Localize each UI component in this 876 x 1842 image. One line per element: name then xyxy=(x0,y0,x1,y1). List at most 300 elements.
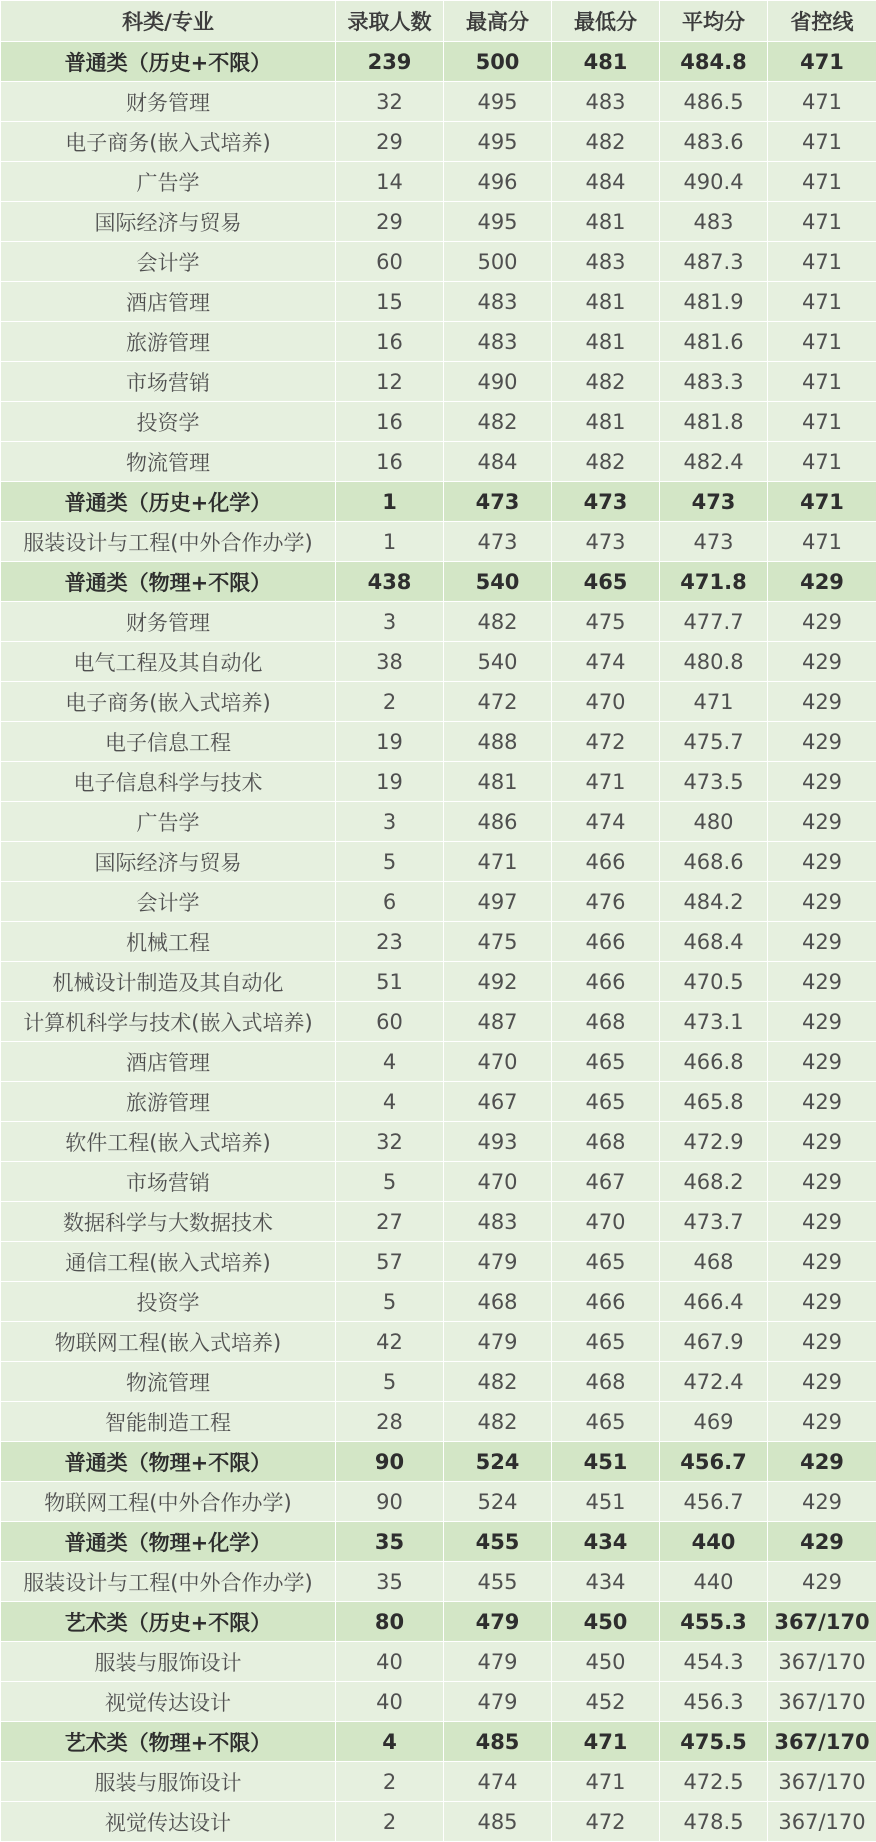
cell-control-line: 429 xyxy=(768,1442,876,1482)
cell-control-line: 471 xyxy=(768,242,876,282)
table-row xyxy=(1,962,876,1002)
table-row xyxy=(1,362,876,402)
cell-min-score: 471 xyxy=(552,1722,660,1762)
cell-min-score: 472 xyxy=(552,1802,660,1842)
cell-admitted-count: 4 xyxy=(336,1042,444,1082)
cell-admitted-count: 35 xyxy=(336,1562,444,1602)
cell-avg-score: 440 xyxy=(660,1562,768,1602)
cell-avg-score: 481.9 xyxy=(660,282,768,322)
cell-admitted-count: 1 xyxy=(336,482,444,522)
cell-control-line: 429 xyxy=(768,882,876,922)
cell-control-line: 471 xyxy=(768,122,876,162)
cell-avg-score: 468.4 xyxy=(660,922,768,962)
cell-control-line: 367/170 xyxy=(768,1802,876,1842)
cell-min-score: 452 xyxy=(552,1682,660,1722)
cell-min-score: 434 xyxy=(552,1562,660,1602)
cell-max-score: 540 xyxy=(444,642,552,682)
category-row xyxy=(1,482,876,522)
category-row xyxy=(1,1522,876,1562)
cell-admitted-count: 5 xyxy=(336,842,444,882)
cell-min-score: 481 xyxy=(552,322,660,362)
cell-avg-score: 471 xyxy=(660,682,768,722)
cell-max-score: 496 xyxy=(444,162,552,202)
cell-admitted-count: 27 xyxy=(336,1202,444,1242)
cell-max-score: 483 xyxy=(444,322,552,362)
cell-control-line: 367/170 xyxy=(768,1642,876,1682)
cell-control-line: 429 xyxy=(768,802,876,842)
cell-admitted-count: 3 xyxy=(336,802,444,842)
cell-major-name: 计算机科学与技术(嵌入式培养) xyxy=(1,1002,336,1042)
cell-control-line: 429 xyxy=(768,1162,876,1202)
cell-admitted-count: 16 xyxy=(336,322,444,362)
cell-admitted-count: 12 xyxy=(336,362,444,402)
cell-max-score: 455 xyxy=(444,1562,552,1602)
cell-max-score: 482 xyxy=(444,1362,552,1402)
cell-admitted-count: 1 xyxy=(336,522,444,562)
cell-min-score: 483 xyxy=(552,82,660,122)
cell-admitted-count: 40 xyxy=(336,1642,444,1682)
table-row xyxy=(1,602,876,642)
cell-control-line: 471 xyxy=(768,402,876,442)
category-row xyxy=(1,1602,876,1642)
cell-max-score: 495 xyxy=(444,122,552,162)
cell-admitted-count: 32 xyxy=(336,82,444,122)
cell-avg-score: 484.8 xyxy=(660,42,768,82)
cell-major-name: 机械设计制造及其自动化 xyxy=(1,962,336,1002)
table-header xyxy=(1,1,876,42)
cell-avg-score: 472.4 xyxy=(660,1362,768,1402)
cell-major-name: 普通类（物理+化学） xyxy=(1,1522,336,1562)
table-row xyxy=(1,802,876,842)
cell-admitted-count: 90 xyxy=(336,1442,444,1482)
cell-control-line: 429 xyxy=(768,1042,876,1082)
cell-max-score: 490 xyxy=(444,362,552,402)
cell-admitted-count: 29 xyxy=(336,202,444,242)
cell-avg-score: 472.9 xyxy=(660,1122,768,1162)
cell-avg-score: 473 xyxy=(660,522,768,562)
cell-control-line: 429 xyxy=(768,562,876,602)
cell-max-score: 524 xyxy=(444,1442,552,1482)
cell-control-line: 429 xyxy=(768,1002,876,1042)
cell-max-score: 500 xyxy=(444,42,552,82)
table-body xyxy=(1,42,876,1842)
cell-max-score: 485 xyxy=(444,1722,552,1762)
category-row xyxy=(1,1442,876,1482)
header-avg-score: 平均分 xyxy=(660,1,768,42)
cell-admitted-count: 6 xyxy=(336,882,444,922)
cell-major-name: 智能制造工程 xyxy=(1,1402,336,1442)
cell-admitted-count: 29 xyxy=(336,122,444,162)
cell-max-score: 475 xyxy=(444,922,552,962)
cell-avg-score: 482.4 xyxy=(660,442,768,482)
cell-max-score: 500 xyxy=(444,242,552,282)
cell-major-name: 物联网工程(中外合作办学) xyxy=(1,1482,336,1522)
cell-min-score: 481 xyxy=(552,202,660,242)
cell-max-score: 482 xyxy=(444,1402,552,1442)
cell-avg-score: 483.6 xyxy=(660,122,768,162)
cell-major-name: 投资学 xyxy=(1,1282,336,1322)
cell-major-name: 旅游管理 xyxy=(1,1082,336,1122)
cell-max-score: 479 xyxy=(444,1682,552,1722)
table-row xyxy=(1,1402,876,1442)
cell-major-name: 财务管理 xyxy=(1,82,336,122)
cell-max-score: 488 xyxy=(444,722,552,762)
cell-admitted-count: 15 xyxy=(336,282,444,322)
cell-min-score: 471 xyxy=(552,762,660,802)
cell-major-name: 物流管理 xyxy=(1,442,336,482)
cell-max-score: 468 xyxy=(444,1282,552,1322)
table-row xyxy=(1,162,876,202)
cell-avg-score: 483 xyxy=(660,202,768,242)
cell-avg-score: 469 xyxy=(660,1402,768,1442)
cell-major-name: 艺术类（物理+不限） xyxy=(1,1722,336,1762)
cell-min-score: 481 xyxy=(552,42,660,82)
header-major: 科类/专业 xyxy=(1,1,336,42)
category-row xyxy=(1,562,876,602)
cell-max-score: 482 xyxy=(444,402,552,442)
cell-admitted-count: 32 xyxy=(336,1122,444,1162)
cell-max-score: 474 xyxy=(444,1762,552,1802)
cell-max-score: 492 xyxy=(444,962,552,1002)
table-row xyxy=(1,242,876,282)
cell-control-line: 429 xyxy=(768,842,876,882)
cell-max-score: 473 xyxy=(444,482,552,522)
table-row xyxy=(1,762,876,802)
cell-major-name: 普通类（历史+化学） xyxy=(1,482,336,522)
cell-control-line: 471 xyxy=(768,362,876,402)
cell-min-score: 450 xyxy=(552,1602,660,1642)
cell-major-name: 国际经济与贸易 xyxy=(1,842,336,882)
cell-admitted-count: 16 xyxy=(336,402,444,442)
table-row xyxy=(1,922,876,962)
cell-control-line: 429 xyxy=(768,1522,876,1562)
cell-max-score: 479 xyxy=(444,1322,552,1362)
table-row xyxy=(1,202,876,242)
cell-major-name: 电子信息工程 xyxy=(1,722,336,762)
cell-major-name: 市场营销 xyxy=(1,1162,336,1202)
cell-control-line: 429 xyxy=(768,1402,876,1442)
cell-max-score: 493 xyxy=(444,1122,552,1162)
cell-avg-score: 455.3 xyxy=(660,1602,768,1642)
cell-admitted-count: 51 xyxy=(336,962,444,1002)
cell-admitted-count: 5 xyxy=(336,1162,444,1202)
cell-max-score: 470 xyxy=(444,1162,552,1202)
cell-admitted-count: 438 xyxy=(336,562,444,602)
cell-admitted-count: 16 xyxy=(336,442,444,482)
cell-min-score: 482 xyxy=(552,122,660,162)
cell-admitted-count: 60 xyxy=(336,1002,444,1042)
header-row xyxy=(1,1,876,42)
cell-min-score: 476 xyxy=(552,882,660,922)
cell-control-line: 429 xyxy=(768,1282,876,1322)
cell-max-score: 486 xyxy=(444,802,552,842)
cell-major-name: 软件工程(嵌入式培养) xyxy=(1,1122,336,1162)
cell-avg-score: 484.2 xyxy=(660,882,768,922)
cell-major-name: 电子商务(嵌入式培养) xyxy=(1,682,336,722)
cell-min-score: 482 xyxy=(552,362,660,402)
cell-min-score: 465 xyxy=(552,1042,660,1082)
cell-control-line: 429 xyxy=(768,1242,876,1282)
cell-min-score: 474 xyxy=(552,642,660,682)
table-row xyxy=(1,1642,876,1682)
cell-avg-score: 456.3 xyxy=(660,1682,768,1722)
cell-major-name: 会计学 xyxy=(1,242,336,282)
cell-major-name: 机械工程 xyxy=(1,922,336,962)
cell-control-line: 367/170 xyxy=(768,1722,876,1762)
cell-avg-score: 466.8 xyxy=(660,1042,768,1082)
cell-admitted-count: 5 xyxy=(336,1362,444,1402)
cell-min-score: 470 xyxy=(552,682,660,722)
table-row xyxy=(1,1082,876,1122)
cell-control-line: 429 xyxy=(768,1202,876,1242)
cell-max-score: 479 xyxy=(444,1602,552,1642)
cell-max-score: 484 xyxy=(444,442,552,482)
cell-avg-score: 481.8 xyxy=(660,402,768,442)
cell-avg-score: 473.1 xyxy=(660,1002,768,1042)
cell-min-score: 467 xyxy=(552,1162,660,1202)
cell-avg-score: 468 xyxy=(660,1242,768,1282)
cell-admitted-count: 19 xyxy=(336,722,444,762)
cell-min-score: 473 xyxy=(552,482,660,522)
cell-min-score: 451 xyxy=(552,1482,660,1522)
cell-admitted-count: 28 xyxy=(336,1402,444,1442)
cell-max-score: 495 xyxy=(444,82,552,122)
cell-major-name: 数据科学与大数据技术 xyxy=(1,1202,336,1242)
cell-min-score: 473 xyxy=(552,522,660,562)
cell-control-line: 471 xyxy=(768,522,876,562)
cell-major-name: 会计学 xyxy=(1,882,336,922)
cell-admitted-count: 2 xyxy=(336,1802,444,1842)
table-row xyxy=(1,1122,876,1162)
cell-control-line: 367/170 xyxy=(768,1762,876,1802)
cell-max-score: 524 xyxy=(444,1482,552,1522)
cell-major-name: 市场营销 xyxy=(1,362,336,402)
cell-avg-score: 480 xyxy=(660,802,768,842)
cell-min-score: 465 xyxy=(552,1322,660,1362)
table-row xyxy=(1,1202,876,1242)
cell-avg-score: 490.4 xyxy=(660,162,768,202)
cell-control-line: 367/170 xyxy=(768,1682,876,1722)
cell-min-score: 481 xyxy=(552,282,660,322)
cell-major-name: 国际经济与贸易 xyxy=(1,202,336,242)
cell-avg-score: 472.5 xyxy=(660,1762,768,1802)
cell-min-score: 466 xyxy=(552,922,660,962)
cell-avg-score: 473.7 xyxy=(660,1202,768,1242)
category-row xyxy=(1,1722,876,1762)
cell-min-score: 466 xyxy=(552,962,660,1002)
cell-max-score: 497 xyxy=(444,882,552,922)
cell-major-name: 普通类（物理+不限） xyxy=(1,1442,336,1482)
cell-min-score: 481 xyxy=(552,402,660,442)
cell-min-score: 466 xyxy=(552,1282,660,1322)
header-max-score: 最高分 xyxy=(444,1,552,42)
cell-major-name: 电子信息科学与技术 xyxy=(1,762,336,802)
cell-control-line: 429 xyxy=(768,602,876,642)
cell-admitted-count: 239 xyxy=(336,42,444,82)
cell-major-name: 投资学 xyxy=(1,402,336,442)
cell-control-line: 471 xyxy=(768,442,876,482)
table-row xyxy=(1,882,876,922)
cell-control-line: 429 xyxy=(768,1482,876,1522)
cell-admitted-count: 2 xyxy=(336,682,444,722)
table-row xyxy=(1,682,876,722)
cell-control-line: 429 xyxy=(768,962,876,1002)
cell-avg-score: 475.5 xyxy=(660,1722,768,1762)
cell-avg-score: 454.3 xyxy=(660,1642,768,1682)
cell-max-score: 473 xyxy=(444,522,552,562)
cell-control-line: 429 xyxy=(768,762,876,802)
category-row xyxy=(1,42,876,82)
cell-min-score: 472 xyxy=(552,722,660,762)
cell-max-score: 455 xyxy=(444,1522,552,1562)
cell-major-name: 服装设计与工程(中外合作办学) xyxy=(1,1562,336,1602)
cell-min-score: 465 xyxy=(552,562,660,602)
table-row xyxy=(1,402,876,442)
cell-control-line: 429 xyxy=(768,1362,876,1402)
cell-avg-score: 483.3 xyxy=(660,362,768,402)
cell-min-score: 466 xyxy=(552,842,660,882)
cell-avg-score: 440 xyxy=(660,1522,768,1562)
cell-min-score: 470 xyxy=(552,1202,660,1242)
table-row xyxy=(1,722,876,762)
cell-min-score: 434 xyxy=(552,1522,660,1562)
cell-major-name: 广告学 xyxy=(1,162,336,202)
table-row xyxy=(1,522,876,562)
cell-min-score: 465 xyxy=(552,1402,660,1442)
cell-admitted-count: 90 xyxy=(336,1482,444,1522)
cell-control-line: 367/170 xyxy=(768,1602,876,1642)
table-row xyxy=(1,82,876,122)
cell-major-name: 物联网工程(嵌入式培养) xyxy=(1,1322,336,1362)
cell-major-name: 通信工程(嵌入式培养) xyxy=(1,1242,336,1282)
cell-avg-score: 465.8 xyxy=(660,1082,768,1122)
cell-major-name: 物流管理 xyxy=(1,1362,336,1402)
table-row xyxy=(1,122,876,162)
cell-major-name: 广告学 xyxy=(1,802,336,842)
header-min-score: 最低分 xyxy=(552,1,660,42)
cell-major-name: 酒店管理 xyxy=(1,1042,336,1082)
cell-min-score: 465 xyxy=(552,1242,660,1282)
cell-control-line: 471 xyxy=(768,202,876,242)
cell-max-score: 471 xyxy=(444,842,552,882)
cell-max-score: 470 xyxy=(444,1042,552,1082)
table-row xyxy=(1,1242,876,1282)
cell-max-score: 487 xyxy=(444,1002,552,1042)
cell-major-name: 视觉传达设计 xyxy=(1,1682,336,1722)
table-row xyxy=(1,1002,876,1042)
cell-avg-score: 473 xyxy=(660,482,768,522)
cell-min-score: 451 xyxy=(552,1442,660,1482)
cell-major-name: 艺术类（历史+不限） xyxy=(1,1602,336,1642)
table-row xyxy=(1,442,876,482)
table-row xyxy=(1,642,876,682)
cell-major-name: 酒店管理 xyxy=(1,282,336,322)
cell-major-name: 财务管理 xyxy=(1,602,336,642)
cell-min-score: 450 xyxy=(552,1642,660,1682)
cell-admitted-count: 5 xyxy=(336,1282,444,1322)
cell-avg-score: 486.5 xyxy=(660,82,768,122)
cell-control-line: 471 xyxy=(768,42,876,82)
cell-major-name: 旅游管理 xyxy=(1,322,336,362)
cell-avg-score: 481.6 xyxy=(660,322,768,362)
cell-major-name: 普通类（历史+不限） xyxy=(1,42,336,82)
cell-min-score: 484 xyxy=(552,162,660,202)
cell-admitted-count: 19 xyxy=(336,762,444,802)
table-row xyxy=(1,282,876,322)
cell-min-score: 475 xyxy=(552,602,660,642)
cell-max-score: 481 xyxy=(444,762,552,802)
cell-major-name: 视觉传达设计 xyxy=(1,1802,336,1842)
cell-major-name: 服装与服饰设计 xyxy=(1,1642,336,1682)
table-row xyxy=(1,1802,876,1842)
cell-admitted-count: 80 xyxy=(336,1602,444,1642)
cell-admitted-count: 4 xyxy=(336,1722,444,1762)
table-row xyxy=(1,1162,876,1202)
cell-admitted-count: 3 xyxy=(336,602,444,642)
cell-control-line: 429 xyxy=(768,1122,876,1162)
cell-admitted-count: 14 xyxy=(336,162,444,202)
cell-max-score: 495 xyxy=(444,202,552,242)
cell-control-line: 471 xyxy=(768,322,876,362)
cell-control-line: 429 xyxy=(768,1082,876,1122)
cell-max-score: 485 xyxy=(444,1802,552,1842)
table-row xyxy=(1,1042,876,1082)
cell-major-name: 服装设计与工程(中外合作办学) xyxy=(1,522,336,562)
cell-admitted-count: 42 xyxy=(336,1322,444,1362)
cell-avg-score: 477.7 xyxy=(660,602,768,642)
cell-avg-score: 456.7 xyxy=(660,1442,768,1482)
cell-admitted-count: 57 xyxy=(336,1242,444,1282)
cell-control-line: 471 xyxy=(768,162,876,202)
cell-min-score: 482 xyxy=(552,442,660,482)
cell-max-score: 479 xyxy=(444,1242,552,1282)
cell-max-score: 483 xyxy=(444,1202,552,1242)
table-row xyxy=(1,322,876,362)
cell-min-score: 483 xyxy=(552,242,660,282)
cell-control-line: 429 xyxy=(768,682,876,722)
header-admitted-count: 录取人数 xyxy=(336,1,444,42)
cell-admitted-count: 35 xyxy=(336,1522,444,1562)
cell-control-line: 471 xyxy=(768,482,876,522)
cell-avg-score: 480.8 xyxy=(660,642,768,682)
cell-admitted-count: 38 xyxy=(336,642,444,682)
cell-min-score: 468 xyxy=(552,1002,660,1042)
cell-min-score: 474 xyxy=(552,802,660,842)
cell-control-line: 429 xyxy=(768,642,876,682)
cell-control-line: 429 xyxy=(768,1562,876,1602)
cell-admitted-count: 40 xyxy=(336,1682,444,1722)
cell-admitted-count: 4 xyxy=(336,1082,444,1122)
table-row xyxy=(1,1362,876,1402)
table-row xyxy=(1,842,876,882)
cell-max-score: 483 xyxy=(444,282,552,322)
table-row xyxy=(1,1682,876,1722)
cell-major-name: 电子商务(嵌入式培养) xyxy=(1,122,336,162)
table-row xyxy=(1,1322,876,1362)
table-row xyxy=(1,1282,876,1322)
cell-admitted-count: 23 xyxy=(336,922,444,962)
cell-avg-score: 473.5 xyxy=(660,762,768,802)
cell-control-line: 429 xyxy=(768,1322,876,1362)
cell-max-score: 472 xyxy=(444,682,552,722)
cell-control-line: 429 xyxy=(768,922,876,962)
cell-avg-score: 467.9 xyxy=(660,1322,768,1362)
cell-control-line: 471 xyxy=(768,82,876,122)
cell-avg-score: 475.7 xyxy=(660,722,768,762)
cell-major-name: 电气工程及其自动化 xyxy=(1,642,336,682)
table-row xyxy=(1,1562,876,1602)
cell-major-name: 服装与服饰设计 xyxy=(1,1762,336,1802)
